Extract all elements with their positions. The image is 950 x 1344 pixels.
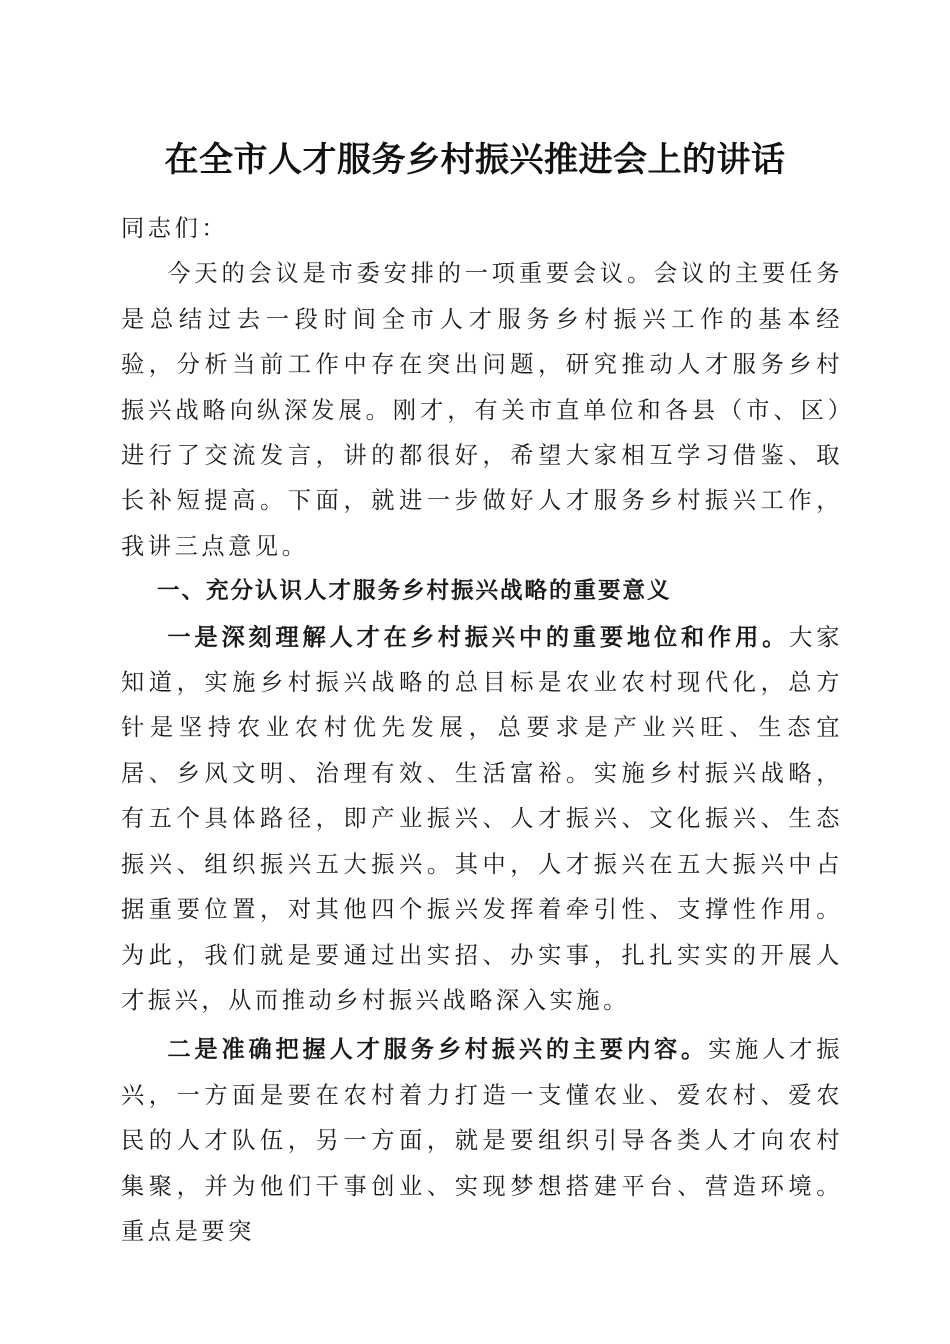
point-2-lead: 二是准确把握人才服务乡村振兴的主要内容。 <box>167 1036 709 1064</box>
intro-paragraph: 今天的会议是市委安排的一项重要会议。会议的主要任务是总结过去一段时间全市人才服务乡村振兴工作的基本经验，分析当前工作中存在突出问题，研究推动人才服务乡村振兴战略向纵深发展。刚才，有关市直单位和各县（市、区）进行了交流发言，讲的都很好，希望大家相互学习借鉴、取长补短提高。下面，就进一步做好人才服务乡村振兴工作，我讲三点意见。 <box>121 260 843 560</box>
point-1-body: 大家知道，实施乡村振兴战略的总目标是农业农村现代化，总方针是坚持农业农村优先发展，总要求是产业兴旺、生态宜居、乡风文明、治理有效、生活富裕。实施乡村振兴战略，有五个具体路径，即产业振兴、人才振兴、文化振兴、生态振兴、组织振兴五大振兴。其中，人才振兴在五大振兴中占据重要位置，对其他四个振兴发挥着牵引性、支撑性作用。为此，我们就是要通过出实招、办实事，扎扎实实的开展人才振兴，从而推动乡村振兴战略深入实施。 <box>121 623 843 1014</box>
section-heading-1: 一、充分认识人才服务乡村振兴战略的重要意义 <box>157 578 672 605</box>
document-body <box>121 206 843 1254</box>
salutation: 同志们： <box>121 215 229 242</box>
document-title: 在全市人才服务乡村振兴推进会上的讲话 <box>164 140 786 180</box>
point-2-paragraph <box>121 1027 843 1254</box>
point-1-lead: 一是深刻理解人才在乡村振兴中的重要地位和作用。 <box>167 623 790 651</box>
point-2-body: 实施人才振兴，一方面是要在农村着力打造一支懂农业、爱农村、爱农民的人才队伍，另一方面，就是要组织引导各类人才向农村集聚，并为他们干事创业、实现梦想搭建平台、营造环境。重点是要突 <box>121 1036 844 1245</box>
point-1-paragraph <box>121 615 843 1024</box>
